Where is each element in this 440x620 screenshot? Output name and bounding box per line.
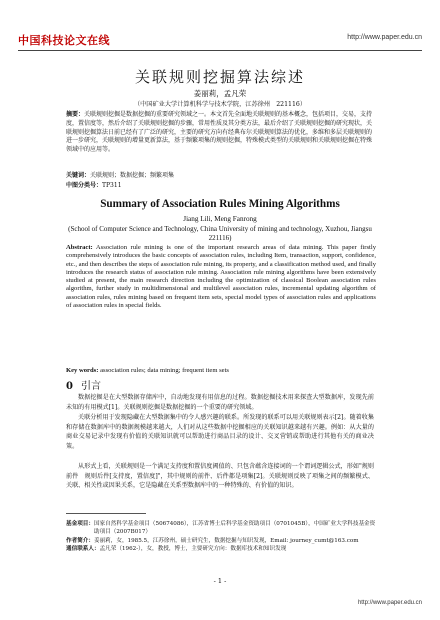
classification-number bbox=[66, 182, 374, 191]
keywords-english-text: association rules; data mining; frequent item sets bbox=[98, 367, 229, 374]
keywords-chinese bbox=[66, 172, 374, 181]
header-divider bbox=[18, 50, 422, 51]
abstract-chinese bbox=[66, 111, 374, 155]
footnote-label: 通信联系人： bbox=[66, 546, 100, 553]
keywords-english bbox=[66, 367, 376, 374]
abstract-english-text: Association rule mining is one of the important research areas of data mining. This paper firstly comprehensively introduces the basic concepts of association rules, including Item, transaction, support, confidence, etc., and then describes the steps of association rule mining, its property, and a classification method used, and finally introduces the research status of association rule mining. Association rule mining algorithms have been extensively studied at present, the main research direction including the optimization of classical Boolean association rules algorithm, further study in multidimensional and multilevel association rules, incremental updating algorithm of association rules, rules mining based on frequent item sets, special model types of association rules and applications of association rules in special fields. bbox=[66, 244, 376, 310]
section-number: 0 bbox=[66, 381, 73, 392]
page-number: - 1 - bbox=[213, 577, 227, 585]
abstract-chinese-label: 摘要： bbox=[66, 111, 85, 118]
section-heading bbox=[66, 377, 101, 392]
footnote-label: 基金项目： bbox=[66, 521, 94, 527]
intro-paragraph: 关联分析用于发现隐藏在大型数据集中的令人感兴趣的联系。所发现的联系可以用关联规则表示[2]。随着收集和存储在数据库中的数据规模越来越大，人们对从这些数据中挖掘相应的关联知识越来越有兴趣。例如：从大量的商业交易记录中发现有价值的关联知识就可以帮助进行商品目录的设计、交叉营销或帮助进行其他有关的商业决策。 bbox=[66, 414, 374, 450]
intro-paragraph: 数据挖掘是在大型数据存储库中，自动地发现有用信息的过程。数据挖掘技术用来探查大型数据库，发现先前未知的有用模式[1]。关联规则挖掘是数据挖掘的一个重要的研究领域。 bbox=[66, 394, 374, 411]
abstract-chinese-text: 关联规则挖掘是数据挖掘的重要研究领域之一。本文首先全面地关联规则的基本概念，包括项目，交易，支持度，置信度等，然后介绍了关联规则挖掘的步骤，常用性质及其分类方法，最后介绍了关联规则挖掘的研究现状，关联规则挖掘算法日前已经有了广泛的研究，主要的研究方向有经典布尔关联规则算法的优化，多维和多层关联规则的进一步研究，关联规则的增量更新算法，基于频繁项集的规则挖掘，特殊模式类型的关联规则和关联规则挖掘在特殊领域中的应用等。 bbox=[66, 111, 373, 154]
footer-url[interactable]: http://www.paper.edu.cn bbox=[357, 600, 422, 606]
title-chinese: 关联规则挖掘算法综述 bbox=[134, 68, 305, 86]
footnote-text: 国家自然科学基金项目（50674086），江苏省博士后科学基金资助项目（0701045B），中国矿业大学科技基金资助项目（2007B017） bbox=[93, 521, 376, 536]
intro-paragraph: 从形式上看，关联规则是一个满足支持度和置信度阈值的、只包含蕴含连接词的一个谓词逻辑公式，形如"规则前件 规则后件[支持度，置信度]"，其中规则的前件、后件都是项集[2]。关联规则反映了项集之间的频繁模式、关联、相关性或因果关系，它是隐藏在关系型数据库中的一种特殊的、有价值的知识。 bbox=[66, 463, 374, 490]
footnotes bbox=[66, 520, 376, 554]
footnote-divider bbox=[66, 513, 146, 514]
authors-chinese: 姜丽莉，孟凡荣 bbox=[193, 89, 247, 98]
abstract-english bbox=[66, 244, 376, 310]
classification-label: 中图分类号： bbox=[66, 182, 103, 189]
header-url[interactable]: http://www.paper.edu.cn bbox=[347, 34, 422, 41]
keywords-chinese-label: 关键词： bbox=[66, 172, 91, 179]
footnote-text: 姜丽莉，女，1985.5，江苏徐州，硕士研究生，数据挖掘与知识发现，Email: journey_cumt@163.com bbox=[93, 537, 359, 544]
footnote-correspondence bbox=[66, 545, 376, 553]
footnote-text: 孟凡荣（1962-），女，教授，博士，主要研究方向：数据库技术和知识发现 bbox=[99, 546, 287, 553]
section-title: 引言 bbox=[80, 381, 101, 392]
page-header bbox=[18, 34, 422, 48]
affiliation-english: (School of Computer Science and Technology, China University of mining and technology, Xuzhou, Jiangsu 221116) bbox=[68, 225, 379, 242]
classification-text: TP311 bbox=[102, 182, 122, 189]
title-english: Summary of Association Rules Mining Algorithms bbox=[100, 198, 340, 210]
journal-logo: 中国科技论文在线 bbox=[18, 34, 110, 47]
affiliation-chinese: （中国矿业大学计算机科学与技术学院，江苏徐州 221116） bbox=[133, 101, 307, 108]
keywords-english-label: Key words: bbox=[66, 367, 99, 374]
footnote-author-bio bbox=[66, 537, 376, 545]
authors-english: Jiang Lili, Meng Fanrong bbox=[183, 215, 257, 223]
footnote-label: 作者简介： bbox=[66, 537, 94, 544]
abstract-english-label: Abstract: bbox=[66, 244, 93, 251]
footnote-funding bbox=[66, 520, 376, 537]
keywords-chinese-text: 关联规则；数据挖掘；频繁项集 bbox=[90, 172, 175, 179]
